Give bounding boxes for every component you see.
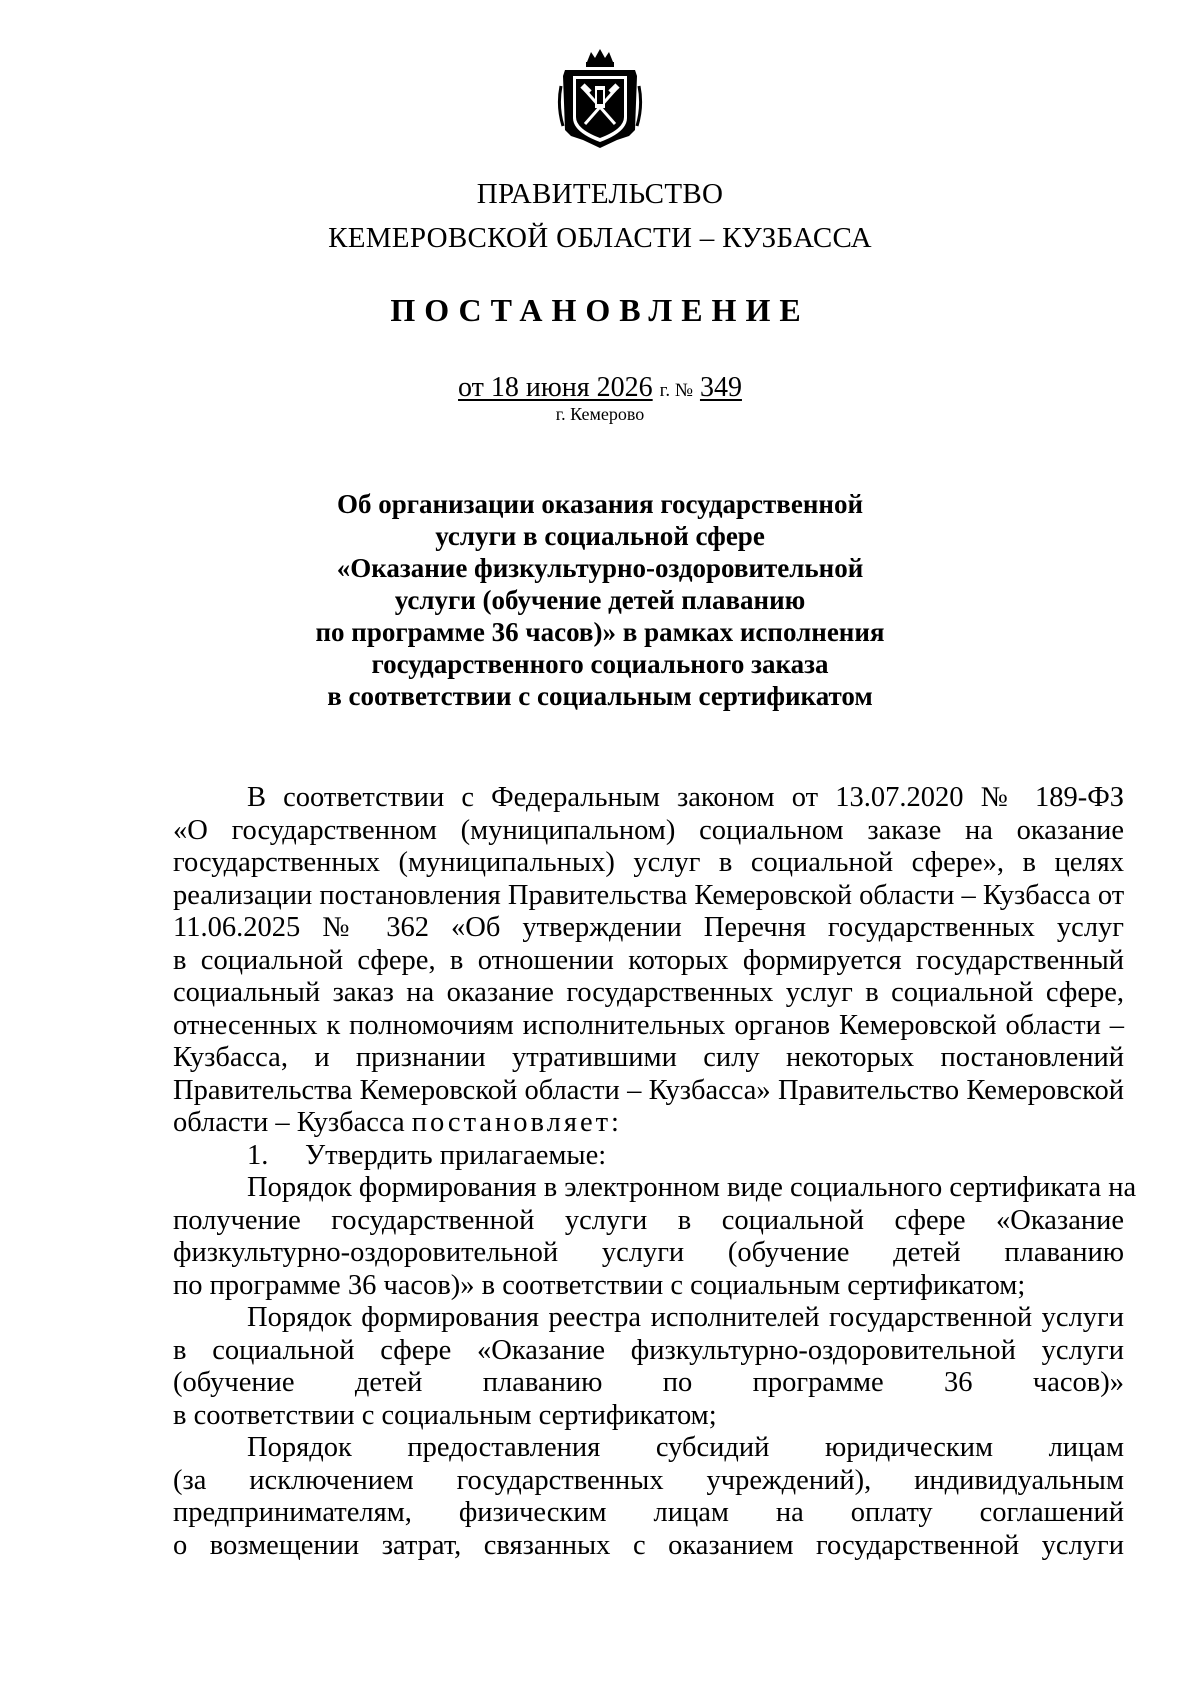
- body-line: Порядок формирования в электронном виде социального сертификата на: [247, 1172, 1137, 1203]
- title-line: по программе 36 часов)» в рамках исполнения: [315, 617, 885, 647]
- org-name-line2: КЕМЕРОВСКОЙ ОБЛАСТИ – КУЗБАССА: [328, 222, 872, 254]
- body-line: в социальной сфере, в отношении которых формируется государственный: [173, 944, 1124, 976]
- body-line: в социальной сфере «Оказание физкультурно-оздоровительной услуги: [173, 1334, 1124, 1366]
- resolution-word: постановляет:: [411, 1107, 622, 1138]
- title-line: услуги (обучение детей плаванию: [394, 585, 806, 615]
- body-line: (обучение детей плаванию по программе 36 часов)»: [173, 1367, 1124, 1398]
- title-line: в соответствии с социальным сертификатом: [327, 681, 873, 711]
- org-name-line1: ПРАВИТЕЛЬСТВО: [476, 178, 724, 210]
- item-number: 1.: [247, 1139, 269, 1171]
- body-line: предпринимателям, физическим лицам на оплату соглашений: [173, 1497, 1124, 1528]
- document-body: [173, 782, 1137, 1562]
- body-line: получение государственной услуги в социальной сфере «Оказание: [173, 1204, 1124, 1236]
- body-line: в соответствии с социальным сертификатом;: [173, 1399, 717, 1431]
- title-line: «Оказание физкультурно-оздоровительной: [336, 553, 864, 583]
- body-line: Правительства Кемеровской области – Кузбасса» Правительство Кемеровской: [173, 1074, 1124, 1106]
- body-line: о возмещении затрат, связанных с оказанием государственной услуги: [173, 1529, 1124, 1561]
- body-line: 11.06.2025 № 362 «Об утверждении Перечня государственных услуг: [173, 912, 1124, 943]
- body-line: Порядок формирования реестра исполнителей государственной услуги: [247, 1302, 1124, 1333]
- title-line: государственного социального заказа: [371, 649, 829, 679]
- body-line: социальный заказ на оказание государственных услуг в социальной сфере,: [173, 977, 1124, 1008]
- body-line: [173, 1107, 1124, 1140]
- body-line: Кузбасса, и признании утратившими силу некоторых постановлений: [173, 1042, 1124, 1073]
- year-number-label: г. №: [659, 380, 693, 401]
- item-text: Утвердить прилагаемые:: [305, 1139, 607, 1171]
- body-line: (за исключением государственных учреждений), индивидуальным: [173, 1464, 1124, 1496]
- title-line: Об организации оказания государственной: [336, 489, 864, 519]
- coat-of-arms-emblem: [557, 46, 643, 152]
- document-date: от 18 июня 2026: [458, 372, 653, 403]
- document-date-number: [0, 372, 1200, 404]
- body-line: «О государственном (муниципальном) социальном заказе на оказание: [173, 814, 1124, 846]
- body-line: государственных (муниципальных) услуг в социальной сфере», в целях: [173, 847, 1124, 878]
- document-number: 349: [699, 372, 742, 403]
- document-city: г. Кемерово: [555, 404, 645, 424]
- document-title: [0, 488, 1200, 712]
- body-line: отнесенных к полномочиям исполнительных органов Кемеровской области –: [173, 1009, 1124, 1041]
- document-type: ПОСТАНОВЛЕНИЕ: [390, 292, 810, 328]
- body-line: реализации постановления Правительства Кемеровской области – Кузбасса от: [173, 879, 1125, 911]
- body-line-text: области – Кузбасса: [173, 1107, 405, 1138]
- body-line: Порядок предоставления субсидий юридическим лицам: [247, 1432, 1124, 1463]
- body-line: [173, 1140, 1124, 1173]
- title-line: услуги в социальной сфере: [435, 521, 765, 551]
- body-line: В соответствии с Федеральным законом от 13.07.2020 № 189-ФЗ: [247, 782, 1124, 813]
- body-line: физкультурно-оздоровительной услуги (обучение детей плаванию: [173, 1237, 1124, 1268]
- body-line: по программе 36 часов)» в соответствии с социальным сертификатом;: [173, 1269, 1026, 1301]
